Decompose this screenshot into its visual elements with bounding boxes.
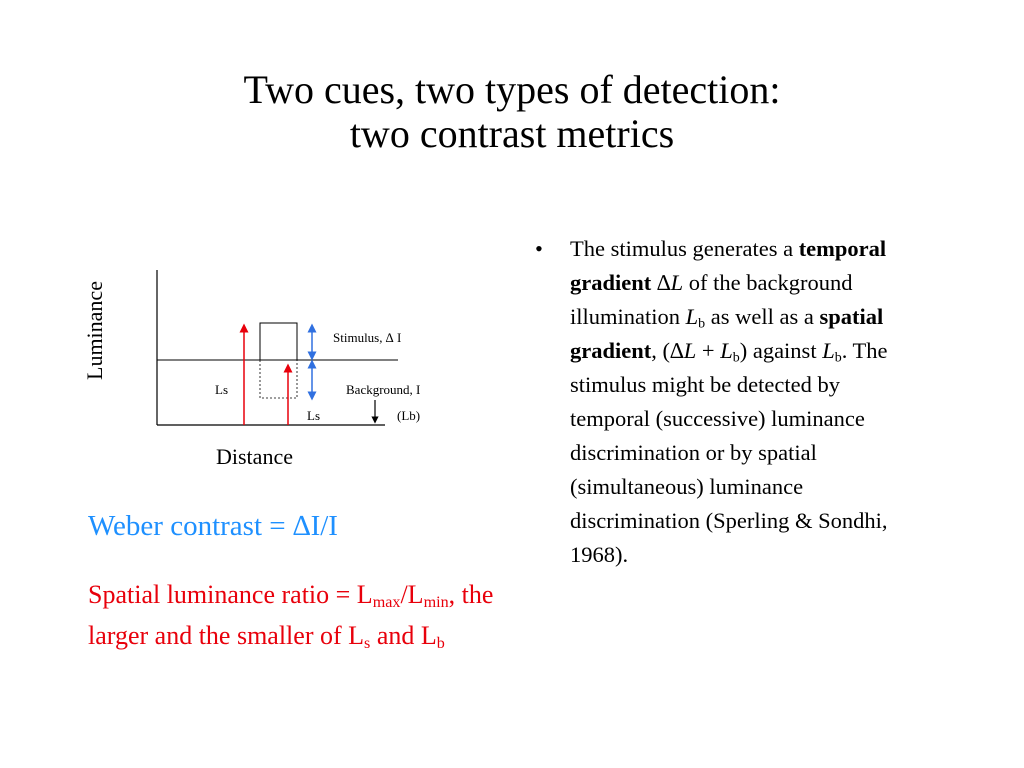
- text-run: ) against: [739, 338, 823, 363]
- lb-label: (Lb): [397, 408, 421, 423]
- title-line-2: two contrast metrics: [349, 111, 675, 156]
- weber-contrast-formula: Weber contrast = ∆I/I: [88, 510, 338, 542]
- title-line-1: Two cues, two types of detection:: [243, 67, 781, 112]
- text-run: as well as a: [705, 304, 820, 329]
- stimulus-box: [260, 323, 297, 360]
- ls-label-left: Ls: [215, 382, 228, 397]
- text-run: +: [696, 338, 721, 363]
- term-temporal-gradient: temporal gradient: [570, 236, 887, 295]
- stimulus-box-lower: [260, 360, 297, 398]
- ls-label-right: Ls: [307, 408, 320, 423]
- text-run: of the background illumination: [570, 270, 853, 329]
- luminance-diagram: [82, 260, 460, 480]
- var-l: L: [720, 338, 733, 363]
- text-run: , (∆: [651, 338, 684, 363]
- sub-min: min: [423, 594, 449, 612]
- sub-b: b: [698, 316, 706, 332]
- y-axis-label: Luminance: [82, 281, 107, 380]
- text-run: /L: [400, 580, 424, 609]
- var-l: L: [670, 270, 684, 295]
- var-l: L: [822, 338, 835, 363]
- var-l: L: [683, 338, 697, 363]
- text-run: ∆: [651, 270, 671, 295]
- sub-s: s: [364, 635, 371, 653]
- x-axis-label: Distance: [216, 444, 293, 469]
- sub-b: b: [732, 350, 740, 366]
- stimulus-label: Stimulus, ∆ I: [333, 330, 402, 345]
- sub-b: b: [834, 350, 842, 366]
- text-run: and L: [370, 621, 437, 650]
- bullet-paragraph: [535, 232, 925, 572]
- spatial-luminance-ratio: [88, 574, 508, 656]
- var-l: L: [685, 304, 699, 329]
- sub-b: b: [436, 635, 445, 653]
- term-spatial-gradient: spatial gradient: [570, 304, 884, 363]
- slide-title: [0, 68, 1024, 156]
- background-label: Background, I: [346, 382, 421, 397]
- text-run: Spatial luminance ratio = L: [88, 580, 373, 609]
- text-run: . The stimulus might be detected by temporal (successive) luminance discrimination or by spatial (simultaneous) luminance discrimination (Sperling & Sondhi, 1968).: [570, 338, 888, 567]
- bullet-marker: •: [535, 236, 543, 261]
- sub-max: max: [372, 594, 401, 612]
- text-run: , the larger and the smaller of L: [88, 580, 494, 650]
- bullet-text: [570, 232, 925, 572]
- text-run: The stimulus generates a: [570, 236, 799, 261]
